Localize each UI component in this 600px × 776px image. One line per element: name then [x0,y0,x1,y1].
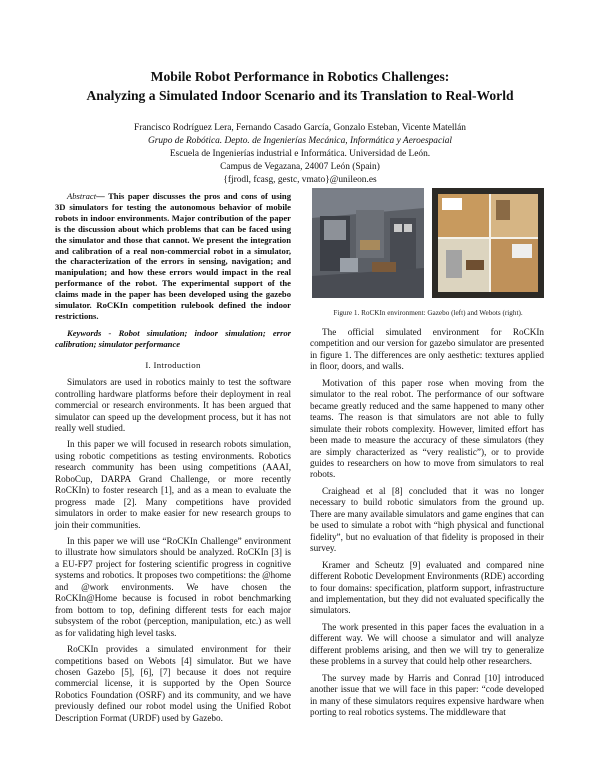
figure-caption: Figure 1. RoCKIn environment: Gazebo (left) and Webots (right). [333,309,523,317]
paper-title [40,67,560,105]
keywords-text: - Robot simulation; indoor simulation; error calibration; simulator performance [55,327,291,349]
right-column [310,327,544,724]
abstract-lead: Abstract [67,191,97,201]
keywords-lead: Keywords [67,327,102,338]
figure-image [312,188,544,298]
abstract [55,191,291,322]
author-group: Grupo de Robótica. Depto. de Ingenierías Mecánica, Informática y Aeroespacial [147,136,453,146]
keywords [55,328,291,350]
section-heading: I. Introduction [145,359,201,370]
author-emails: {fjrodl, fcasg, gestc, vmato}@unileon.es [223,175,377,185]
abstract-text: — This paper discusses the pros and cons of using 3D simulators for testing the autonomous behavior of mobile robots in indoor environments. Major contribution of the paper is the discussion about which problems that can be faced using the simulator and those that cannot. We present the integration and calibration of a real non-commercial robot in a simulator, the characterization of the errors in sensing, navigation; and manipulation; and how these errors would impact in the real performance of the robot. The experimental support of the claims made in the paper has been developed using the gazebo simulator. RoCKIn competition rulebook defined the indoor restrictions. [55,191,291,321]
paragraph: Simulators are used in robotics mainly to test the software controlling hardware platforms before their deployment in real commercial or research environments. It has been argued that simulator can speed up the development process, but it has not really well studied. [55,377,291,433]
author-names: Francisco Rodríguez Lera, Fernando Casado García, Gonzalo Esteban, Vicente Matellán [134,123,466,133]
paragraph: RoCKIn provides a simulated environment for their competitions based on Webots [4] simulator. But we have chosen Gazebo [5], [6], [7] because it does not require commercial license, it is supported by the Open Source Robotics Foundation (OSRF) and its community, and we have previously defined our robot model using the Unified Robot Description Format (URDF) used by Gazebo. [55,644,291,723]
author-campus: Campus de Vegazana, 24007 León (Spain) [220,162,380,172]
author-school: Escuela de Ingenierías industrial e Informática. Universidad de León. [169,149,431,159]
webots-render [432,188,544,298]
paragraph: Motivation of this paper rose when moving from the simulator to the real robot. The performance of our software became greatly reduced and the same happened to many other teams. The reason is that simulators are not able to fully simulate their robots complexity. However, limited effort has been made to measure the accuracy of these simulators (they are simply characterized as “very realistic”), or to provide guides to researchers on how to move from simulators to real robots. [310,377,544,480]
author-block [40,122,560,187]
paragraph: The survey made by Harris and Conrad [10] introduced another issue that we will face in this paper: “code developed in many of these simulators requires expensive hardware when porting to real robotics systems. The middleware that [310,672,544,718]
title-line-1: Mobile Robot Performance in Robotics Challenges: [150,69,450,84]
paragraph: The official simulated environment for RoCKIn competition and our version for gazebo simulator are presented in figure 1. The differences are only aesthetic: textures applied in floor, doors, and walls. [310,327,544,372]
left-column [55,191,291,729]
paragraph: Craighead et al [8] concluded that it was no longer necessary to build robotic simulators from the ground up. There are many available simulators and game engines that can be used to simulate a robot with “high physical and functional fidelity”, but no evaluation of that fidelity is proposed in their survey. [310,485,544,554]
figure-1 [312,188,544,298]
paragraph: In this paper we will focused in research robots simulation, using robotic competitions as testing environments. Robotics research community has been using competitions (AAAI, RoboCup, DARPA Grand Challenge, or more recently RoCKIn) to foster research [1], and as a mean to evaluate the progress made [2]. Many competitions have provided simulators in order to make easier for new research groups to join their communities. [55,439,291,530]
paragraph: In this paper we will use “RoCKIn Challenge” environment to illustrate how simulators should be analyzed. RoCKIn [3] is a EU-FP7 project for fostering scientific progress in cognitive systems and robotics. It proposes two competitions: the @home and @work environments. We have chosen the RoCKIn@Home because is focused in robot benchmarking from bottom to top, defining different tests for each major subsystem of the robot (perception, manipulation, etc.) as well as for validating high level tasks. [55,536,291,638]
gazebo-render [312,188,424,298]
paragraph: The work presented in this paper faces the evaluation in a different way. We will choose a simulator and will analyze different problems arising, and then we will try to generalize these problems in a survey that could help other researchers. [310,621,544,667]
title-line-2: Analyzing a Simulated Indoor Scenario and its Translation to Real-World [86,88,514,103]
paragraph: Kramer and Scheutz [9] evaluated and compared nine different Robotic Development Environments (RDE) according to four domains: specification, platform support, infrastructure and implementation, but they did not evaluated specifically the simulators. [310,559,544,616]
